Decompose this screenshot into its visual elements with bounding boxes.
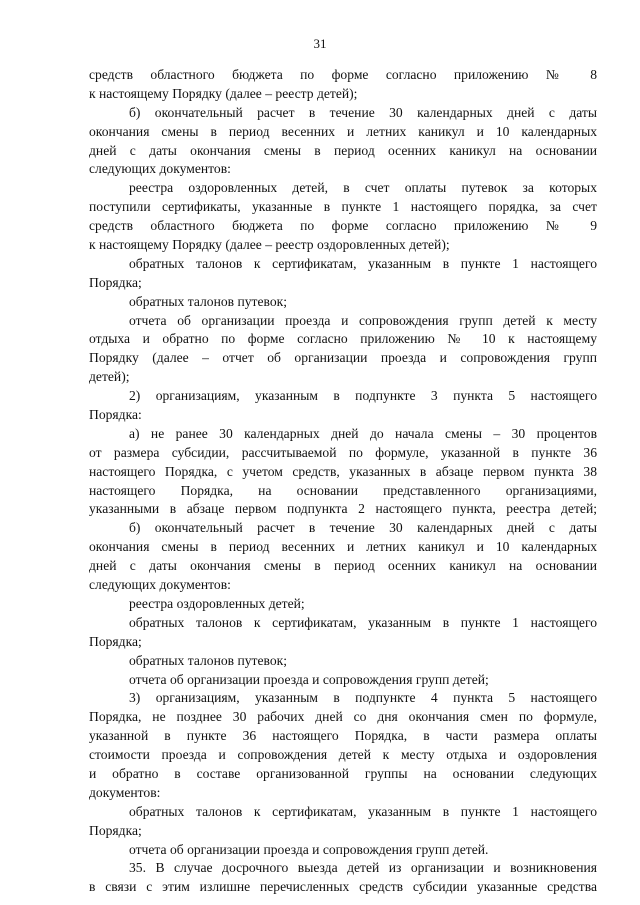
text-line: отдыха и обратно по форме согласно приложению № 10 к настоящему	[89, 331, 597, 347]
text-line: следующих документов:	[89, 161, 231, 177]
text-line: Порядка;	[89, 633, 142, 649]
text-line: дней с даты окончания смены в период осенних каникул на основании	[89, 558, 597, 574]
text-line: документов:	[89, 784, 161, 800]
text-line: обратных талонов к сертификатам, указанным в пункте 1 настоящего	[129, 803, 597, 819]
text-line: 35. В случае досрочного выезда детей из организации и возникновения	[129, 860, 597, 876]
text-line: 3) организациям, указанным в подпункте 4 пункта 5 настоящего	[129, 690, 597, 706]
text-line: Порядка, не позднее 30 рабочих дней со дня окончания смен по формуле,	[89, 709, 597, 725]
text-line: Порядка:	[89, 407, 142, 423]
text-line: Порядка;	[89, 274, 142, 290]
text-line: обратных талонов путевок;	[129, 652, 288, 668]
text-line: Порядка;	[89, 822, 142, 838]
text-line: к настоящему Порядку (далее – реестр детей);	[89, 85, 358, 101]
text-line: обратных талонов к сертификатам, указанным в пункте 1 настоящего	[129, 255, 597, 271]
text-line: от размера субсидии, рассчитываемой по формуле, указанной в пункте 36	[89, 444, 597, 460]
text-line: обратных талонов путевок;	[129, 293, 288, 309]
text-line: стоимости проезда и сопровождения детей к месту отдыха и оздоровления	[89, 747, 597, 763]
text-line: указанными в абзаце первом подпункта 2 настоящего пункта, реестра детей;	[89, 501, 597, 517]
text-line: отчета об организации проезда и сопровождения групп детей.	[129, 841, 489, 857]
text-line: Порядку (далее – отчет об организации проезда и сопровождения групп	[89, 350, 597, 366]
text-line: детей);	[89, 369, 130, 385]
text-line: в связи с этим излишне перечисленных средств субсидии указанные средства	[89, 879, 597, 895]
text-line: а) не ранее 30 календарных дней до начала смены – 30 процентов	[129, 425, 597, 441]
text-line: средств областного бюджета по форме согласно приложению № 8	[89, 67, 597, 82]
text-line: 2) организациям, указанным в подпункте 3 пункта 5 настоящего	[129, 388, 597, 404]
text-line: отчета об организации проезда и сопровождения групп детей;	[129, 671, 489, 687]
text-line: средств областного бюджета по форме согласно приложению № 9	[89, 218, 597, 234]
text-line: обратных талонов к сертификатам, указанным в пункте 1 настоящего	[129, 614, 597, 630]
text-line: окончания смены в период весенних и летних каникул и 10 календарных	[89, 539, 597, 555]
text-line: к настоящему Порядку (далее – реестр оздоровленных детей);	[89, 237, 450, 253]
text-line: настоящего Порядка, с учетом средств, указанных в абзаце первом пункта 38	[89, 463, 597, 479]
text-line: реестра оздоровленных детей;	[129, 595, 305, 611]
text-line: отчета об организации проезда и сопровождения групп детей к месту	[129, 312, 597, 328]
text-line: дней с даты окончания смены в период осенних каникул на основании	[89, 142, 597, 158]
page-number: 31	[313, 36, 327, 51]
body-text	[89, 66, 597, 897]
text-line: следующих документов:	[89, 577, 231, 593]
text-line: и обратно в составе организованной группы на основании следующих	[89, 765, 597, 781]
text-line: окончания смены в период весенних и летних каникул и 10 календарных	[89, 123, 597, 139]
text-line: настоящего Порядка, на основании представленного организациями,	[89, 482, 597, 498]
text-line: указанной в пункте 36 настоящего Порядка, в части размера оплаты	[89, 728, 597, 744]
text-line: б) окончательный расчет в течение 30 календарных дней с даты	[129, 104, 597, 120]
text-line: поступили сертификаты, указанные в пункте 1 настоящего порядка, за счет	[89, 199, 597, 215]
text-line: б) окончательный расчет в течение 30 календарных дней с даты	[129, 520, 597, 536]
text-line: реестра оздоровленных детей, в счет оплаты путевок за которых	[129, 180, 597, 196]
